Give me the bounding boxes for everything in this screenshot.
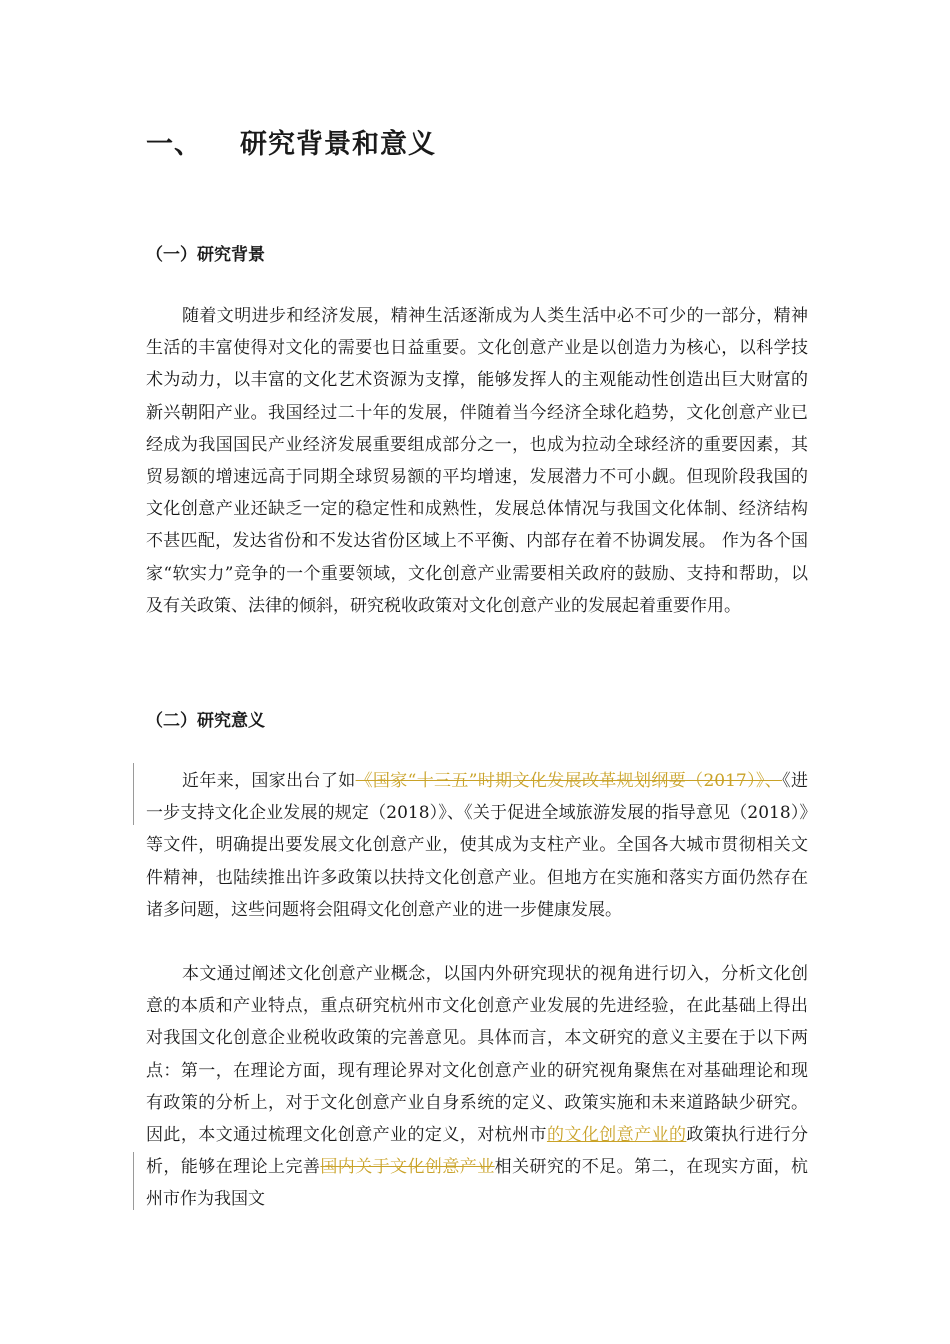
change-bar <box>133 1152 134 1210</box>
paragraph-significance-1 <box>146 765 808 926</box>
text-run: 随着文明进步和经济发展，精神生活逐渐成为人类生活中必不可少的一部分，精神生活的丰富使得对文化的需要也日益重要。文化创意产业是以创造力 <box>146 306 808 359</box>
chapter-title: 研究背景和意义 <box>240 129 436 160</box>
text-run: 作为各个国家“软实力”竞争的一个重要领域，文化创意产业需要相关政府的鼓励、支持和帮助，以及有关政策、法律的倾斜，研究税收政策对文化创意产业的发展起着重要作用。 <box>146 531 809 616</box>
text-run: 发达省份和不发达省份区域上不平衡、内部存在着不协调发展。 <box>232 531 717 552</box>
text-run: 近年来，国家出台了如 <box>182 771 356 791</box>
chapter-heading <box>146 122 436 161</box>
text-run: 为核心，以科学技术为动力，以丰富的文化艺术资源为支撑，能够发挥人的主观能动性创造出巨大财富的新兴朝阳产业。 <box>146 338 809 423</box>
section-heading-background: （一）研究背景 <box>146 245 265 265</box>
tracked-deletion[interactable]: 国内关于文化创意产业 <box>320 1157 495 1178</box>
text-run: 文化创意产业 <box>146 499 251 520</box>
text-run: 《进一步支持文化企业发展的规定（2018）》、《关于促进全域旅游发展的指导意见（2018）》等文件，明确提出要发展文化创意产业，使其成为支柱产业。全国各大城市贯彻相关文件精神，也陆续推出许多政策以扶持文化创意产业。但地方在实施和落实方面仍然存在诸多问题，这些问题将会阻碍文化创意产业的进一步健康发展。 <box>146 771 809 920</box>
text-run: 本文通过阐述文化创意产业概念，以国内外研究现状的视角进行切入，分析文化创意的本质和产业特点，重点研究杭州市文化创意产业发展的先进经验，在此基础上得出对我国文化创意企业税收政策的完善意见。具体而言，本文研究的意义主要在于以下两点：第一，在理论方面，现有理论界对文化创意产业的研究视角聚焦在对基础理论和现有政策的分析上，对于文化创意产业自身系统的定义、政策实施和未来道路缺少研究。因此，本文通过梳理文化创意产业的定义，对杭州市 <box>146 964 808 1146</box>
tracked-insertion[interactable]: 的文化创意产业的 <box>546 1125 687 1146</box>
text-run: 我国文化体制、经济结构不甚匹配， <box>146 499 809 552</box>
text-run: 的 <box>791 467 809 488</box>
text-run: 还缺乏一定的稳定性和成熟性， <box>250 499 495 520</box>
paragraph-significance-2 <box>146 958 808 1216</box>
section-heading-significance: （二）研究意义 <box>146 711 265 731</box>
text-run: 相关研究的不足。第二，在现实方面，杭州市作为我国文 <box>146 1157 809 1210</box>
paragraph-background <box>146 300 808 622</box>
chapter-number: 一、 <box>146 129 202 160</box>
text-run: 发展总体情况与 <box>494 499 617 520</box>
change-bar <box>133 763 134 825</box>
tracked-deletion[interactable]: 《国家“十三五”时期文化发展改革规划纲要（2017）》、 <box>355 771 783 791</box>
text-run: 我国经过二十年的发展，伴随着当今经济全球化趋势，文化创意产业已经成为我国国民产业经济发展重要组成部分之一，也成为拉动全球经济的重要因素，其贸易额的增速远高于同期全球贸易额的平均增速，发展潜力不可小觑。但现阶段 <box>146 402 809 488</box>
text-run: 政策执行进行分析，能够在理论上完善 <box>146 1125 809 1178</box>
text-run: 我国 <box>756 467 792 488</box>
